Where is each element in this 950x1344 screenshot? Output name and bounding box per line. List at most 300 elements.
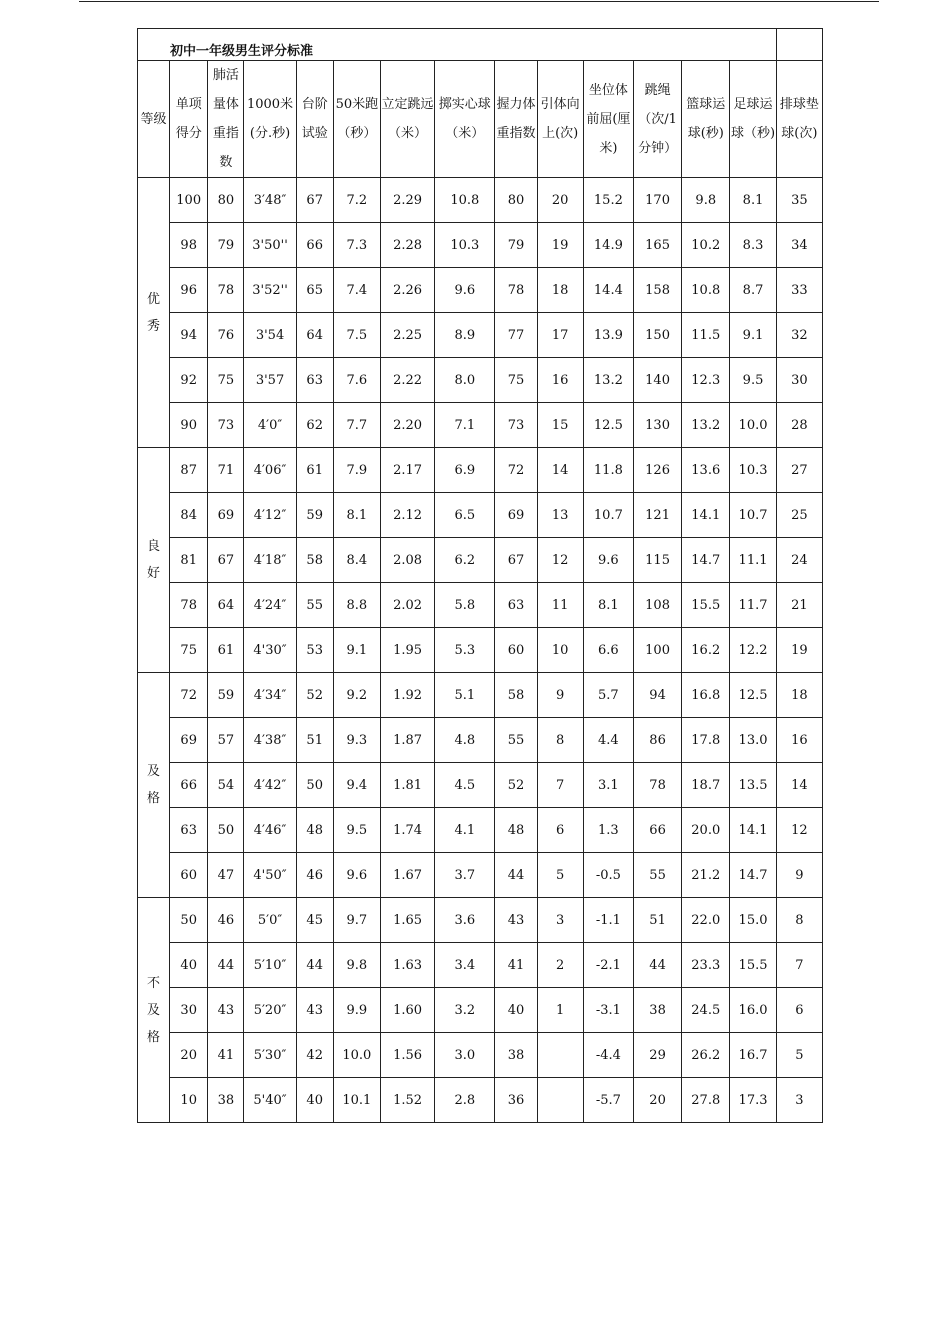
table-cell: 2.25 xyxy=(380,313,434,358)
table-cell: 140 xyxy=(633,358,681,403)
table-row xyxy=(138,1078,823,1123)
table-cell: 27.8 xyxy=(682,1078,730,1123)
table-row xyxy=(138,763,823,808)
table-cell: 64 xyxy=(296,313,333,358)
table-cell: 14 xyxy=(537,448,583,493)
table-cell: 4'30″ xyxy=(244,628,296,673)
table-cell: 66 xyxy=(633,808,681,853)
table-cell: 59 xyxy=(296,493,333,538)
table-cell: 38 xyxy=(208,1078,244,1123)
table-cell: 43 xyxy=(208,988,244,1033)
table-cell: 17 xyxy=(537,313,583,358)
table-cell: 44 xyxy=(208,943,244,988)
table-cell: 16 xyxy=(776,718,822,763)
table-cell: 9.8 xyxy=(682,178,730,223)
table-cell: 121 xyxy=(633,493,681,538)
table-cell: 57 xyxy=(208,718,244,763)
table-cell: 1 xyxy=(537,988,583,1033)
table-cell: 78 xyxy=(633,763,681,808)
table-cell: 41 xyxy=(208,1033,244,1078)
table-cell: 20 xyxy=(537,178,583,223)
table-cell: 6 xyxy=(776,988,822,1033)
table-cell: 1.95 xyxy=(380,628,434,673)
table-cell: 15.5 xyxy=(682,583,730,628)
grade-label: 及格 xyxy=(147,764,161,806)
table-cell: 55 xyxy=(633,853,681,898)
table-cell: 40 xyxy=(170,943,208,988)
table-cell: 15.5 xyxy=(730,943,776,988)
table-row xyxy=(138,268,823,313)
table-cell: 12.5 xyxy=(730,673,776,718)
table-cell: 3.6 xyxy=(435,898,495,943)
table-cell: 10.8 xyxy=(682,268,730,313)
table-cell: 6.5 xyxy=(435,493,495,538)
grade-label: 优秀 xyxy=(147,291,161,334)
table-cell: 10.0 xyxy=(333,1033,380,1078)
table-cell: 81 xyxy=(170,538,208,583)
table-cell: 8.1 xyxy=(583,583,633,628)
table-cell: 44 xyxy=(633,943,681,988)
table-cell: 50 xyxy=(296,763,333,808)
column-header: 引体向上(次) xyxy=(537,61,583,178)
table-row xyxy=(138,403,823,448)
table-cell: 130 xyxy=(633,403,681,448)
table-cell: 12.3 xyxy=(682,358,730,403)
column-header: 跳绳（次/1分钟） xyxy=(633,61,681,178)
table-cell: 158 xyxy=(633,268,681,313)
column-header: 排球垫球(次) xyxy=(776,61,822,178)
table-cell: 44 xyxy=(495,853,537,898)
table-cell: 5.7 xyxy=(583,673,633,718)
table-cell: 61 xyxy=(296,448,333,493)
table-cell: 94 xyxy=(633,673,681,718)
table-cell: 7.2 xyxy=(333,178,380,223)
table-cell: 6.6 xyxy=(583,628,633,673)
table-cell: 40 xyxy=(495,988,537,1033)
table-cell: 13.6 xyxy=(682,448,730,493)
table-cell: 18 xyxy=(776,673,822,718)
table-cell: 5.3 xyxy=(435,628,495,673)
table-cell: 10.3 xyxy=(435,223,495,268)
table-cell: 69 xyxy=(208,493,244,538)
table-cell: 9.9 xyxy=(333,988,380,1033)
table-cell: 5′10″ xyxy=(244,943,296,988)
table-cell: 78 xyxy=(495,268,537,313)
table-cell: 9.6 xyxy=(333,853,380,898)
table-cell: 47 xyxy=(208,853,244,898)
table-cell: 3'54 xyxy=(244,313,296,358)
table-cell: 3'57 xyxy=(244,358,296,403)
table-cell: 44 xyxy=(296,943,333,988)
table-cell: 5 xyxy=(776,1033,822,1078)
grade-label: 不及格 xyxy=(147,975,161,1045)
table-cell: -0.5 xyxy=(583,853,633,898)
title-row xyxy=(138,29,823,61)
table-cell: 3.1 xyxy=(583,763,633,808)
table-cell: 4′34″ xyxy=(244,673,296,718)
table-cell: 9.1 xyxy=(730,313,776,358)
table-cell: 10.7 xyxy=(583,493,633,538)
grade-label: 良好 xyxy=(147,539,161,581)
table-cell: 7.1 xyxy=(435,403,495,448)
table-cell: 7.9 xyxy=(333,448,380,493)
table-row xyxy=(138,808,823,853)
table-cell: 9.5 xyxy=(333,808,380,853)
table-cell: -5.7 xyxy=(583,1078,633,1123)
table-cell xyxy=(537,1033,583,1078)
table-cell: 66 xyxy=(296,223,333,268)
table-cell: 3.2 xyxy=(435,988,495,1033)
table-cell: 16.8 xyxy=(682,673,730,718)
title-row-empty-cell xyxy=(776,29,822,61)
table-cell: 7.4 xyxy=(333,268,380,313)
table-cell: 5′20″ xyxy=(244,988,296,1033)
table-cell: 69 xyxy=(170,718,208,763)
table-cell: 55 xyxy=(296,583,333,628)
column-header: 足球运球（秒) xyxy=(730,61,776,178)
table-cell: 2.12 xyxy=(380,493,434,538)
table-cell: 79 xyxy=(495,223,537,268)
table-cell: 9.3 xyxy=(333,718,380,763)
table-cell: 50 xyxy=(170,898,208,943)
column-header: 肺活量体重指数 xyxy=(208,61,244,178)
table-cell: 58 xyxy=(296,538,333,583)
table-cell: 2.29 xyxy=(380,178,434,223)
table-cell: 14.9 xyxy=(583,223,633,268)
table-cell: 13.2 xyxy=(583,358,633,403)
table-cell: 54 xyxy=(208,763,244,808)
table-cell: 92 xyxy=(170,358,208,403)
table-cell: 150 xyxy=(633,313,681,358)
table-cell: 24.5 xyxy=(682,988,730,1033)
table-cell: 67 xyxy=(208,538,244,583)
table-cell: 5.1 xyxy=(435,673,495,718)
column-header: 握力体重指数 xyxy=(495,61,537,178)
table-cell: 7 xyxy=(776,943,822,988)
table-cell: 84 xyxy=(170,493,208,538)
table-cell: 13 xyxy=(537,493,583,538)
table-cell: 52 xyxy=(495,763,537,808)
table-cell: 63 xyxy=(170,808,208,853)
table-cell: 1.60 xyxy=(380,988,434,1033)
table-cell: 108 xyxy=(633,583,681,628)
table-cell: 4.8 xyxy=(435,718,495,763)
table-cell: 7.5 xyxy=(333,313,380,358)
table-cell: 8 xyxy=(776,898,822,943)
table-cell: 48 xyxy=(495,808,537,853)
table-cell: 86 xyxy=(633,718,681,763)
table-cell: 10.3 xyxy=(730,448,776,493)
table-cell: 46 xyxy=(208,898,244,943)
table-cell: 46 xyxy=(296,853,333,898)
table-cell: 126 xyxy=(633,448,681,493)
table-row xyxy=(138,1033,823,1078)
table-cell: 94 xyxy=(170,313,208,358)
table-cell: 14.7 xyxy=(730,853,776,898)
grade-cell xyxy=(138,898,170,1123)
table-cell: 1.65 xyxy=(380,898,434,943)
table-cell: 11 xyxy=(537,583,583,628)
table-cell: 21.2 xyxy=(682,853,730,898)
table-cell: 78 xyxy=(170,583,208,628)
column-header: 篮球运球(秒) xyxy=(682,61,730,178)
table-cell: 10.7 xyxy=(730,493,776,538)
table-cell: 12 xyxy=(537,538,583,583)
table-cell: 3 xyxy=(537,898,583,943)
table-cell: 76 xyxy=(208,313,244,358)
table-cell: 1.67 xyxy=(380,853,434,898)
table-cell: 2.22 xyxy=(380,358,434,403)
table-row xyxy=(138,538,823,583)
column-header: 等级 xyxy=(138,61,170,178)
table-cell: 9.7 xyxy=(333,898,380,943)
table-cell: 61 xyxy=(208,628,244,673)
column-header: 1000米(分.秒) xyxy=(244,61,296,178)
table-cell: 14.4 xyxy=(583,268,633,313)
table-cell: 67 xyxy=(296,178,333,223)
table-cell: 19 xyxy=(537,223,583,268)
column-header: 坐位体前屈(厘米) xyxy=(583,61,633,178)
table-cell: 12.5 xyxy=(583,403,633,448)
table-cell: 2.08 xyxy=(380,538,434,583)
table-cell: 8.3 xyxy=(730,223,776,268)
table-cell: 13.9 xyxy=(583,313,633,358)
table-cell: 42 xyxy=(296,1033,333,1078)
scoring-table xyxy=(137,28,823,1123)
table-cell: 90 xyxy=(170,403,208,448)
table-cell: 14.1 xyxy=(682,493,730,538)
table-cell: 16.7 xyxy=(730,1033,776,1078)
header-row xyxy=(138,61,823,178)
table-cell: 10 xyxy=(170,1078,208,1123)
table-cell: 16 xyxy=(537,358,583,403)
table-cell: 1.87 xyxy=(380,718,434,763)
table-cell: 4′38″ xyxy=(244,718,296,763)
table-cell: 115 xyxy=(633,538,681,583)
table-cell: 9.8 xyxy=(333,943,380,988)
table-cell: 2.8 xyxy=(435,1078,495,1123)
table-cell: 24 xyxy=(776,538,822,583)
table-cell: 8.4 xyxy=(333,538,380,583)
table-cell: 8.8 xyxy=(333,583,380,628)
table-cell: 50 xyxy=(208,808,244,853)
table-cell: 33 xyxy=(776,268,822,313)
grade-cell xyxy=(138,673,170,898)
table-cell: 1.52 xyxy=(380,1078,434,1123)
table-cell: 32 xyxy=(776,313,822,358)
column-header: 台阶试验 xyxy=(296,61,333,178)
table-cell: 22.0 xyxy=(682,898,730,943)
table-cell: 13.2 xyxy=(682,403,730,448)
table-cell: 12 xyxy=(776,808,822,853)
table-cell: 8 xyxy=(537,718,583,763)
table-cell: 12.2 xyxy=(730,628,776,673)
table-cell: 15.0 xyxy=(730,898,776,943)
table-row xyxy=(138,988,823,1033)
table-cell: 72 xyxy=(495,448,537,493)
table-cell: 3'50'' xyxy=(244,223,296,268)
table-cell: 5'40″ xyxy=(244,1078,296,1123)
table-cell: 43 xyxy=(296,988,333,1033)
table-cell: 3′48″ xyxy=(244,178,296,223)
table-cell: 78 xyxy=(208,268,244,313)
table-cell: 8.7 xyxy=(730,268,776,313)
table-cell: 8.9 xyxy=(435,313,495,358)
table-cell: 9 xyxy=(776,853,822,898)
table-cell: 4.5 xyxy=(435,763,495,808)
table-cell: 4′12″ xyxy=(244,493,296,538)
table-cell: -3.1 xyxy=(583,988,633,1033)
table-cell: 58 xyxy=(495,673,537,718)
table-cell: 6 xyxy=(537,808,583,853)
table-cell: 8.1 xyxy=(730,178,776,223)
table-cell: 6.2 xyxy=(435,538,495,583)
table-cell: 2.28 xyxy=(380,223,434,268)
table-cell xyxy=(537,1078,583,1123)
table-cell: 1.74 xyxy=(380,808,434,853)
table-row xyxy=(138,493,823,538)
table-cell: 80 xyxy=(495,178,537,223)
table-cell: 87 xyxy=(170,448,208,493)
table-cell: 4′18″ xyxy=(244,538,296,583)
table-cell: 2.02 xyxy=(380,583,434,628)
table-cell: 16.0 xyxy=(730,988,776,1033)
table-row xyxy=(138,898,823,943)
table-cell: 30 xyxy=(170,988,208,1033)
table-row xyxy=(138,313,823,358)
table-cell: 60 xyxy=(495,628,537,673)
table-row xyxy=(138,178,823,223)
table-cell: 21 xyxy=(776,583,822,628)
table-cell: 3'52'' xyxy=(244,268,296,313)
table-cell: 14 xyxy=(776,763,822,808)
table-cell: 19 xyxy=(776,628,822,673)
table-cell: 8.0 xyxy=(435,358,495,403)
column-header: 50米跑（秒） xyxy=(333,61,380,178)
table-cell: 72 xyxy=(170,673,208,718)
table-cell: 11.5 xyxy=(682,313,730,358)
table-cell: 3.7 xyxy=(435,853,495,898)
table-cell: 4′24″ xyxy=(244,583,296,628)
table-row xyxy=(138,223,823,268)
table-cell: 13.5 xyxy=(730,763,776,808)
table-cell: 7.7 xyxy=(333,403,380,448)
table-cell: 11.8 xyxy=(583,448,633,493)
table-cell: 17.3 xyxy=(730,1078,776,1123)
grade-cell xyxy=(138,448,170,673)
table-cell: 65 xyxy=(296,268,333,313)
table-cell: 63 xyxy=(495,583,537,628)
table-cell: 100 xyxy=(633,628,681,673)
column-header: 立定跳远（米） xyxy=(380,61,434,178)
table-cell: 2.26 xyxy=(380,268,434,313)
table-cell: 66 xyxy=(170,763,208,808)
table-cell: 10.1 xyxy=(333,1078,380,1123)
table-cell: 11.1 xyxy=(730,538,776,583)
table-row xyxy=(138,448,823,493)
table-cell: 51 xyxy=(296,718,333,763)
table-cell: 7.6 xyxy=(333,358,380,403)
table-title: 初中一年级男生评分标准 xyxy=(138,29,777,61)
table-cell: 4′42″ xyxy=(244,763,296,808)
table-cell: 15.2 xyxy=(583,178,633,223)
table-cell: 36 xyxy=(495,1078,537,1123)
table-cell: 75 xyxy=(208,358,244,403)
table-row xyxy=(138,628,823,673)
table-cell: 52 xyxy=(296,673,333,718)
table-cell: 2 xyxy=(537,943,583,988)
table-cell: 18 xyxy=(537,268,583,313)
table-cell: 4'50″ xyxy=(244,853,296,898)
table-cell: 10 xyxy=(537,628,583,673)
table-cell: 71 xyxy=(208,448,244,493)
table-cell: 29 xyxy=(633,1033,681,1078)
table-cell: -1.1 xyxy=(583,898,633,943)
table-row xyxy=(138,583,823,628)
table-cell: 170 xyxy=(633,178,681,223)
table-cell: 20.0 xyxy=(682,808,730,853)
table-cell: 63 xyxy=(296,358,333,403)
table-cell: 41 xyxy=(495,943,537,988)
table-cell: 40 xyxy=(296,1078,333,1123)
table-cell: 28 xyxy=(776,403,822,448)
table-cell: 11.7 xyxy=(730,583,776,628)
table-cell: 4.1 xyxy=(435,808,495,853)
table-row xyxy=(138,943,823,988)
table-cell: 2.17 xyxy=(380,448,434,493)
table-cell: 3.0 xyxy=(435,1033,495,1078)
table-cell: 48 xyxy=(296,808,333,853)
table-cell: 1.63 xyxy=(380,943,434,988)
table-cell: 9.5 xyxy=(730,358,776,403)
table-row xyxy=(138,718,823,763)
table-cell: 20 xyxy=(170,1033,208,1078)
table-cell: 5.8 xyxy=(435,583,495,628)
table-cell: 34 xyxy=(776,223,822,268)
table-cell: 73 xyxy=(495,403,537,448)
table-cell: 14.7 xyxy=(682,538,730,583)
top-rule xyxy=(79,1,879,2)
table-cell: 96 xyxy=(170,268,208,313)
table-cell: 67 xyxy=(495,538,537,583)
table-cell: 1.92 xyxy=(380,673,434,718)
table-cell: 9.6 xyxy=(435,268,495,313)
table-cell: 23.3 xyxy=(682,943,730,988)
table-cell: 64 xyxy=(208,583,244,628)
table-cell: 4′06″ xyxy=(244,448,296,493)
table-cell: 7.3 xyxy=(333,223,380,268)
table-cell: 9.6 xyxy=(583,538,633,583)
table-cell: 8.1 xyxy=(333,493,380,538)
table-cell: 1.56 xyxy=(380,1033,434,1078)
table-cell: 59 xyxy=(208,673,244,718)
table-cell: 5′0″ xyxy=(244,898,296,943)
table-cell: 10.8 xyxy=(435,178,495,223)
table-cell: 20 xyxy=(633,1078,681,1123)
table-cell: 51 xyxy=(633,898,681,943)
table-cell: 6.9 xyxy=(435,448,495,493)
table-cell: 9.4 xyxy=(333,763,380,808)
table-cell: 10.0 xyxy=(730,403,776,448)
table-cell: -4.4 xyxy=(583,1033,633,1078)
table-cell: 60 xyxy=(170,853,208,898)
table-cell: 16.2 xyxy=(682,628,730,673)
table-cell: 15 xyxy=(537,403,583,448)
table-cell: 75 xyxy=(495,358,537,403)
table-cell: 43 xyxy=(495,898,537,943)
table-cell: 9 xyxy=(537,673,583,718)
table-cell: 18.7 xyxy=(682,763,730,808)
